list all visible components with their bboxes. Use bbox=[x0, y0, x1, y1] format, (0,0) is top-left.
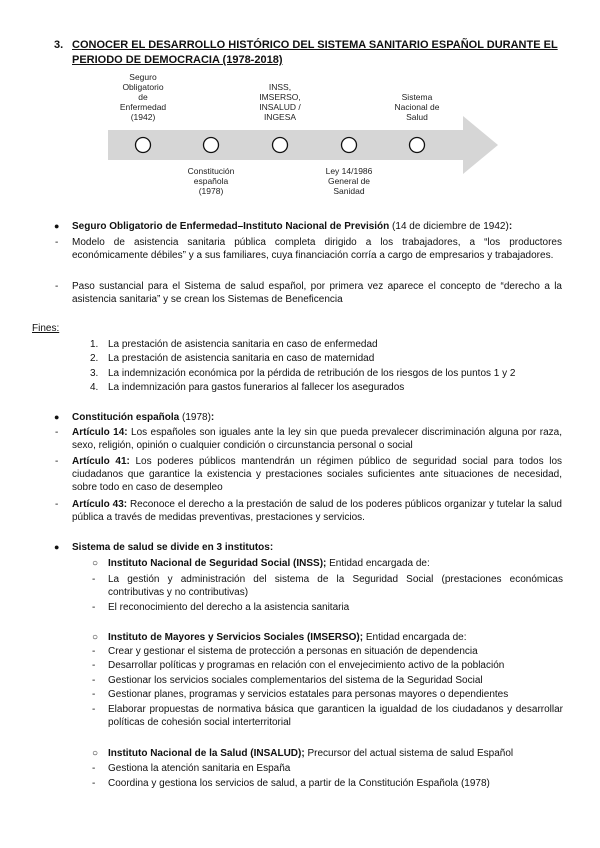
dash-bullet: - bbox=[92, 778, 96, 789]
ring-bullet: ○ bbox=[92, 558, 99, 569]
timeline-label-seguro: Seguro Obligatorio de Enfermedad (1942) bbox=[119, 72, 167, 122]
timeline-node-3 bbox=[273, 138, 288, 153]
constitucion-title: Constitución española bbox=[72, 412, 180, 423]
sistema-title: Sistema de salud se divide en 3 institutos: bbox=[72, 542, 274, 553]
dash-bullet: - bbox=[55, 427, 59, 438]
fines-item-3: La indemnización económica por la pérdida de retribución de los riesgos de los puntos 1 y 2 bbox=[108, 368, 516, 379]
imserso-item-5: Elaborar propuestas de normativa básica que garanticen la igualdad de los ciudadanos y desarrollar políticas de cohesión social interterritorial bbox=[108, 704, 563, 728]
timeline-label-sns: Sistema Nacional de Salud bbox=[394, 92, 440, 122]
timeline-node-2 bbox=[204, 138, 219, 153]
seguro-item-1: Modelo de asistencia sanitaria pública completa dirigido a los trabajadores, a “los productores económicamente débiles” y a sus familiares, cuya financiación corría a cargo de empresarios y trabajadores. bbox=[72, 237, 562, 261]
inss-heading: Instituto Nacional de Seguridad Social (INSS); Entidad encargada de: bbox=[108, 558, 430, 569]
fines-label: Fines: bbox=[32, 323, 60, 334]
dash-bullet: - bbox=[55, 281, 59, 292]
imserso-item-4: Gestionar planes, programas y servicios estatales para personas mayores o dependientes bbox=[108, 689, 509, 700]
ring-bullet: ○ bbox=[92, 748, 99, 759]
dash-bullet: - bbox=[92, 660, 96, 671]
seguro-heading: Seguro Obligatorio de Enfermedad–Instituto Nacional de Previsión (14 de diciembre de 1942): bbox=[72, 221, 513, 232]
section-title: CONOCER EL DESARROLLO HISTÓRICO DEL SISTEMA SANITARIO ESPAÑOL DURANTE EL PERIODO DE DEMOCRACIA (1978-2018) bbox=[72, 39, 558, 66]
seguro-item-2: Paso sustancial para el Sistema de salud español, por primera vez aparece el concepto de “derecho a la asistencia sanitaria” y se crean los Sistemas de Beneficencia bbox=[72, 281, 562, 305]
imserso-item-3: Gestionar los servicios sociales complementarios del sistema de la Seguridad Social bbox=[108, 675, 483, 686]
articulo-14: Artículo 14: Los españoles son iguales ante la ley sin que pueda prevalecer discriminación alguna por raza, sexo, religión, opinión o cualquier condición o circunstancia personal o social bbox=[72, 427, 562, 451]
timeline-label-constitucion: Constitución española (1978) bbox=[187, 166, 235, 196]
constitucion-heading: Constitución española (1978): bbox=[72, 412, 215, 423]
fines-number-2: 2. bbox=[90, 353, 99, 364]
dash-bullet: - bbox=[92, 574, 96, 585]
dash-bullet: - bbox=[92, 763, 96, 774]
timeline-node-5 bbox=[410, 138, 425, 153]
seguro-date: (14 de diciembre de 1942) bbox=[389, 221, 509, 232]
seguro-title: Seguro Obligatorio de Enfermedad–Instituto Nacional de Previsión bbox=[72, 221, 390, 232]
section-number: 3. bbox=[54, 39, 64, 51]
insalud-heading: Instituto Nacional de la Salud (INSALUD); Precursor del actual sistema de salud Español bbox=[108, 748, 514, 759]
timeline-label-institutos: INSS, IMSERSO, INSALUD / INGESA bbox=[259, 82, 301, 122]
dash-bullet: - bbox=[92, 602, 96, 613]
timeline-node-1 bbox=[136, 138, 151, 153]
sistema-bullet: ● bbox=[54, 542, 60, 552]
ring-bullet: ○ bbox=[92, 632, 99, 643]
dash-bullet: - bbox=[92, 675, 96, 686]
insalud-item-1: Gestiona la atención sanitaria en España bbox=[108, 763, 291, 774]
fines-item-2: La prestación de asistencia sanitaria en caso de maternidad bbox=[108, 353, 375, 364]
fines-number-1: 1. bbox=[90, 339, 99, 350]
fines-item-1: La prestación de asistencia sanitaria en caso de enfermedad bbox=[108, 339, 378, 350]
dash-bullet: - bbox=[55, 499, 59, 510]
imserso-item-1: Crear y gestionar el sistema de protección a personas en situación de dependencia bbox=[108, 646, 478, 657]
fines-number-4: 4. bbox=[90, 382, 99, 393]
dash-bullet: - bbox=[92, 646, 96, 657]
dash-bullet: - bbox=[92, 704, 96, 715]
constitucion-year: (1978) bbox=[179, 412, 211, 423]
insalud-item-2: Coordina y gestiona los servicios de salud, a partir de la Constitución Española (1978) bbox=[108, 778, 490, 789]
timeline-arrow-shape bbox=[108, 116, 498, 174]
articulo-41: Artículo 41: Los poderes públicos mantendrán un régimen público de seguridad social para todos los ciudadanos que garantice la existencia y prestaciones sociales suficientes ante situaciones de necesidad, sobre todo en caso de desempleo bbox=[72, 456, 563, 493]
dash-bullet: - bbox=[92, 689, 96, 700]
constitucion-bullet: ● bbox=[54, 412, 60, 422]
fines-number-3: 3. bbox=[90, 368, 99, 379]
fines-item-4: La indemnización para gastos funerarios al fallecer los asegurados bbox=[108, 382, 405, 393]
dash-bullet: - bbox=[55, 237, 59, 248]
imserso-heading: Instituto de Mayores y Servicios Sociales (IMSERSO); Entidad encargada de: bbox=[108, 632, 467, 643]
timeline-label-ley: Ley 14/1986 General de Sanidad bbox=[325, 166, 373, 196]
seguro-bullet: ● bbox=[54, 221, 60, 231]
articulo-43: Artículo 43: Reconoce el derecho a la prestación de salud de los poderes públicos organizar y tutelar la salud pública a través de medidas preventivas, prestaciones y servicios. bbox=[72, 499, 562, 523]
imserso-item-2: Desarrollar políticas y programas en relación con el envejecimiento activo de la población bbox=[108, 660, 505, 671]
inss-item-1: La gestión y administración del sistema de la Seguridad Social (prestaciones económicas contributivas y no contributivas) bbox=[108, 574, 563, 598]
inss-item-2: El reconocimiento del derecho a la asistencia sanitaria bbox=[108, 602, 350, 613]
timeline-node-4 bbox=[342, 138, 357, 153]
dash-bullet: - bbox=[55, 456, 59, 467]
